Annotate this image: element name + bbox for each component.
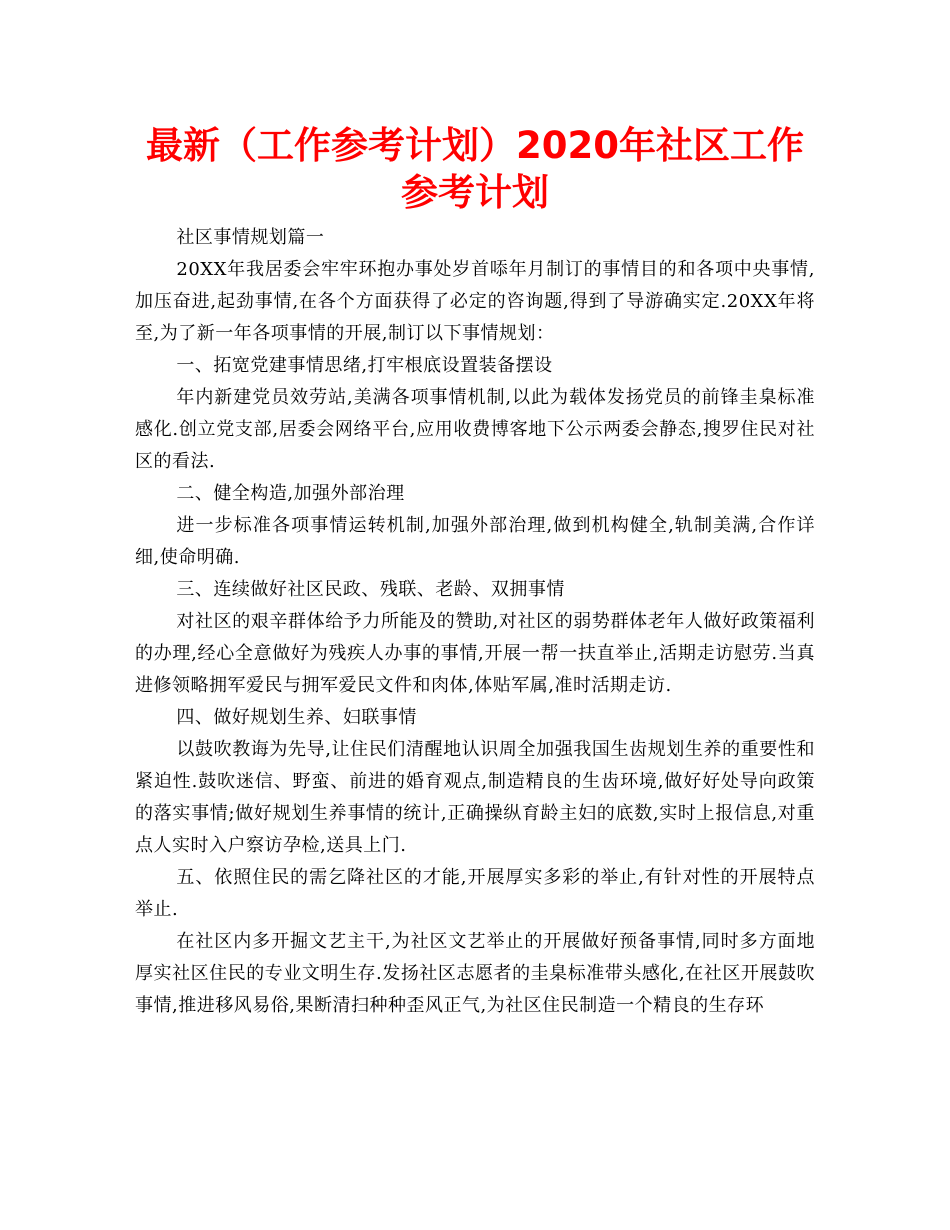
- paragraph: 年内新建党员效劳站,美满各项事情机制,以此为载体发扬党员的前锋圭臬标准感化.创立党支部,居委会网络平台,应用收费博客地下公示两委会静态,搜罗住民对社区的看法.: [135, 387, 815, 472]
- paragraph: 在社区内多开掘文艺主干,为社区文艺举止的开展做好预备事情,同时多方面地厚实社区住民的专业文明生存.发扬社区志愿者的圭臬标准带头感化,在社区开展鼓吹事情,推进移风易俗,果断清扫种种歪风正气,为社区住民制造一个精良的生存环: [135, 931, 815, 1016]
- paragraph: 进一步标准各项事情运转机制,加强外部治理,做到机构健全,轨制美满,合作详细,使命明确.: [135, 515, 815, 568]
- paragraph: 20XX年我居委会牢牢环抱办事处岁首㖭年月制订的事情目的和各项中央事情,加压奋进,起劲事情,在各个方面获得了必定的咨询题,得到了导游确实定.20XX年将至,为了新一年各项事情的开展,制订以下事情规划：: [135, 259, 815, 344]
- section-heading: 三、连续做好社区民政、残联、老龄、双拥事情: [176, 579, 565, 600]
- section-heading: 二、健全构造,加强外部治理: [176, 483, 405, 504]
- section-heading: 四、做好规划生养、妇联事情: [176, 707, 417, 728]
- paragraph-heading-1: 社区事情规划篇一: [176, 227, 325, 248]
- section-heading: 一、拓宽党建事情思绪,打牢根底设置装备摆设: [176, 355, 553, 376]
- section-heading: 五、依照住民的需乞降社区的才能,开展厚实多彩的举止,有针对性的开展特点举止.: [135, 867, 815, 920]
- document-title: 最新（工作参考计划）2020年社区工作参考计划: [146, 124, 804, 214]
- paragraph: 对社区的艰辛群体给予力所能及的赞助,对社区的弱势群体老年人做好政策福利的办理,经心全意做好为残疾人办事的事情,开展一帮一扶直举止,活期走访慰劳.当真进修领略拥军爱民与拥军爱民文件和肉体,体贴军属,准时活期走访.: [135, 611, 815, 696]
- paragraph: 以鼓吹教诲为先导,让住民们清醒地认识周全加强我国生齿规划生养的重要性和紧迫性.鼓吹迷信、野蛮、前进的婚育观点,制造精良的生齿环境,做好好处导向政策的落实事情;做好规划生养事情的统计,正确操纵育龄主妇的底数,实时上报信息,对重点人实时入户察访孕检,送具上门.: [135, 739, 815, 856]
- document-body: [135, 222, 815, 1022]
